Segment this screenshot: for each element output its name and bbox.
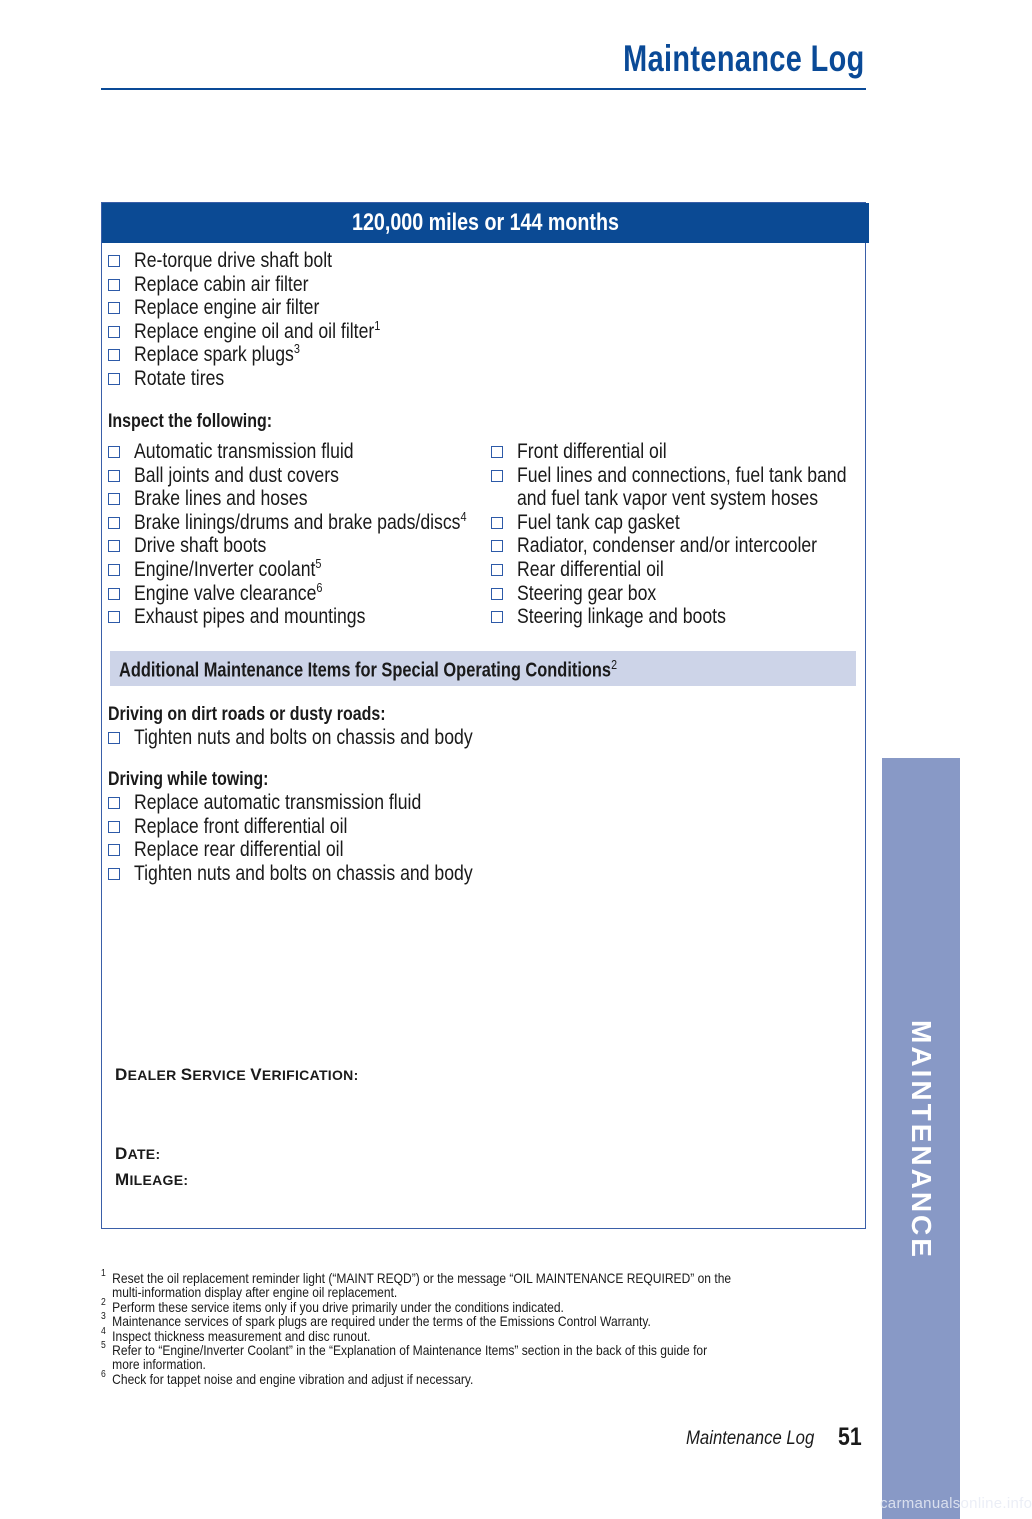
checklist-item-text: Steering gear box: [517, 581, 657, 605]
checkbox-icon[interactable]: [108, 732, 120, 744]
checkbox-icon[interactable]: [108, 797, 120, 809]
checkbox-icon[interactable]: [108, 564, 120, 576]
footnote: more information.: [112, 1356, 206, 1373]
page-number: 51: [838, 1423, 862, 1451]
checklist-item-text: Rear differential oil: [517, 558, 664, 581]
checklist-item-text: and fuel tank vapor vent system hoses: [517, 487, 819, 511]
footnote: 2 Perform these service items only if you drive primarily under the conditions indicated.: [101, 1296, 564, 1315]
checklist-item-text: Automatic transmission fluid: [134, 440, 354, 463]
footnotes: [101, 1268, 871, 1387]
towing-label: Driving while towing:: [108, 769, 269, 790]
footnote: 6 Check for tappet noise and engine vibration and adjust if necessary.: [101, 1368, 474, 1387]
checkbox-icon[interactable]: [108, 326, 120, 338]
checklist-item-text: Fuel tank cap gasket: [517, 510, 680, 534]
checklist-item-text: Re-torque drive shaft bolt: [134, 249, 333, 272]
checklist-item-text: Drive shaft boots: [134, 534, 267, 558]
checklist-item-text: Replace spark plugs$^3$: [134, 341, 300, 367]
checkbox-icon[interactable]: [108, 446, 120, 458]
checkbox-icon[interactable]: [491, 540, 503, 552]
checklist-item-text: Brake linings/drums and brake pads/discs$^4$: [134, 508, 467, 534]
checklist-item-text: Tighten nuts and bolts on chassis and body: [134, 861, 473, 885]
checkbox-icon[interactable]: [108, 540, 120, 552]
checklist-item-text: Replace engine oil and oil filter$^1$: [134, 317, 381, 343]
checkbox-icon[interactable]: [491, 517, 503, 529]
checklist-item-text: Engine/Inverter coolant$^5$: [134, 556, 322, 581]
footnote: 4 Inspect thickness measurement and disc runout.: [101, 1325, 371, 1344]
checkbox-icon[interactable]: [108, 373, 120, 385]
footer-label: Maintenance Log: [686, 1428, 815, 1449]
interval-header: [102, 203, 869, 243]
checklist-item-text: Brake lines and hoses: [134, 487, 308, 511]
checkbox-icon[interactable]: [108, 279, 120, 291]
mileage-label: MILEAGE:: [115, 1170, 189, 1189]
dirt-roads-label: Driving on dirt roads or dusty roads:: [108, 704, 386, 725]
dealer-verification-label: DEALER SERVICE VERIFICATION:: [115, 1065, 359, 1084]
checklist-item-text: Tighten nuts and bolts on chassis and body: [134, 726, 473, 749]
checklist-item-text: Ball joints and dust covers: [134, 463, 339, 487]
section-tab-label: MAINTENANCE: [906, 1020, 937, 1260]
date-label: DATE:: [115, 1144, 161, 1163]
checklist-item-text: Replace rear differential oil: [134, 838, 344, 862]
footnote: multi-information display after engine oil replacement.: [112, 1284, 398, 1301]
checkbox-icon[interactable]: [491, 446, 503, 458]
checkbox-icon[interactable]: [108, 302, 120, 314]
checkbox-icon[interactable]: [108, 821, 120, 833]
checklist-item-text: Fuel lines and connections, fuel tank band: [517, 463, 847, 487]
checklist-item-text: Replace automatic transmission fluid: [134, 791, 422, 814]
checklist-item-text: Steering linkage and boots: [517, 605, 726, 629]
checkbox-icon[interactable]: [108, 588, 120, 600]
checkbox-icon[interactable]: [491, 564, 503, 576]
checkbox-icon[interactable]: [108, 868, 120, 880]
checkbox-icon[interactable]: [491, 470, 503, 482]
checklist-item-text: Engine valve clearance$^6$: [134, 579, 323, 605]
watermark: carmanualsonline.info: [880, 1495, 1032, 1512]
footnote: 1 Reset the oil replacement reminder light (“MAINT REQD”) or the message “OIL MAINTENANCE REQUIRED” on the: [101, 1268, 732, 1286]
page-title: Maintenance Log: [623, 38, 865, 79]
checklist-item-text: Replace front differential oil: [134, 814, 348, 838]
checkbox-icon[interactable]: [108, 517, 120, 529]
footnote: 3 Maintenance services of spark plugs are required under the terms of the Emissions Control Warranty.: [101, 1311, 651, 1330]
special-conditions-band: [110, 651, 856, 686]
checkbox-icon[interactable]: [108, 470, 120, 482]
checklist-item-text: Replace engine air filter: [134, 296, 320, 320]
checklist-item-text: Rotate tires: [134, 367, 225, 390]
title-divider: [101, 88, 866, 90]
special-conditions-title: Additional Maintenance Items for Special Operating Conditions$^2$: [119, 657, 617, 682]
checkbox-icon[interactable]: [491, 611, 503, 623]
checklist-item-text: Replace cabin air filter: [134, 272, 309, 296]
checkbox-icon[interactable]: [108, 349, 120, 361]
footnote: 5 Refer to “Engine/Inverter Coolant” in the “Explanation of Maintenance Items” section in the back of this guide for: [101, 1340, 708, 1359]
checkbox-icon[interactable]: [491, 588, 503, 600]
section-tab: [882, 758, 960, 1519]
inspect-label: Inspect the following:: [108, 411, 273, 432]
checklist-item-text: Exhaust pipes and mountings: [134, 605, 366, 629]
checkbox-icon[interactable]: [108, 493, 120, 505]
interval-header-text: 120,000 miles or 144 months: [352, 209, 619, 236]
checkbox-icon[interactable]: [108, 611, 120, 623]
checkbox-icon[interactable]: [108, 255, 120, 267]
checkbox-icon[interactable]: [108, 844, 120, 856]
checklist-item-text: Front differential oil: [517, 440, 667, 463]
checklist-item-text: Radiator, condenser and/or intercooler: [517, 534, 818, 558]
